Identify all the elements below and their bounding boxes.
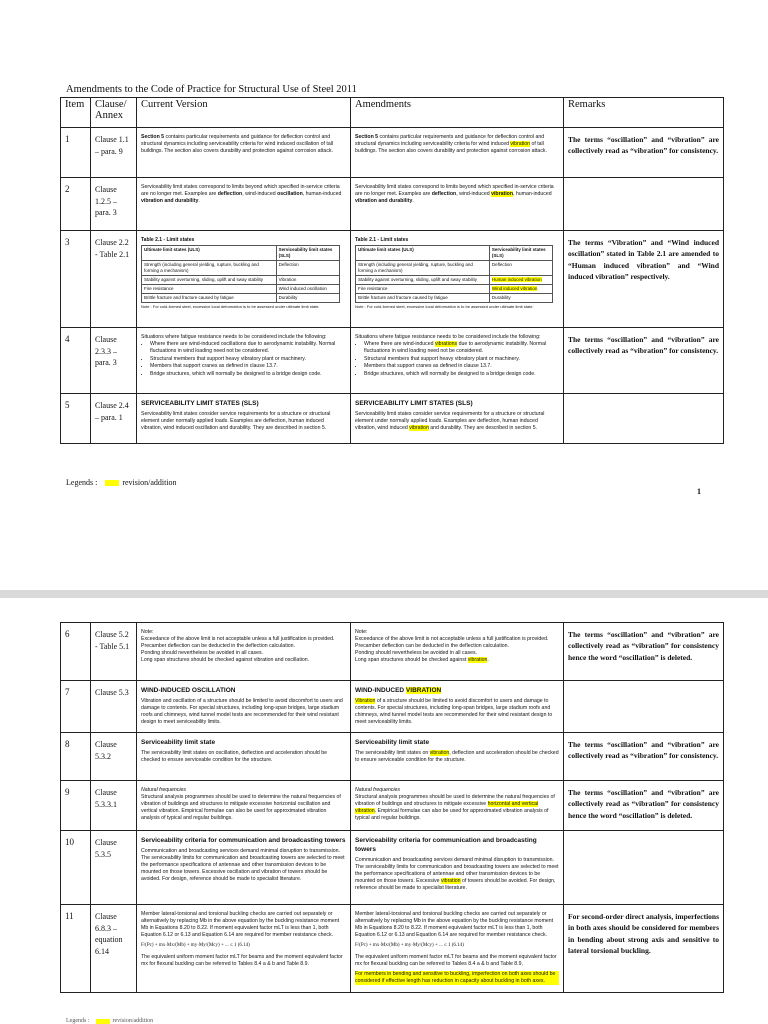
revision-highlight: For members in bending and sensitive to buckling, imperfection on both axes should be considered if effective length has reduction in capacity about buckling in both axes. (355, 971, 559, 985)
amendments-table-continued (60, 622, 724, 993)
remark-text (564, 178, 724, 231)
limit-states-table: Ultimate limit states (ULS) Serviceability limit states (SLS) Strength (including general yielding, rupture, buckling and forming a mechanism) Deflection Stability against overturning, sliding, uplift and sway stability Vibration Fire resistance Wind induced oscillation Brittle fracture and fracture caused by fatigue Durability (141, 245, 340, 303)
clause-ref: Clause 5.3 (91, 681, 137, 733)
current-text: Serviceability limit states correspond to limits beyond which specified in-service criteria are no longer met. Examples are deflection, wind-induced oscillation, human-induced vibration and durability. (137, 178, 351, 231)
clause-ref: Clause 2.4 – para. 1 (91, 394, 137, 444)
revision-highlight: vibration (440, 877, 461, 884)
table-row (61, 733, 724, 781)
item-number: 7 (61, 681, 91, 733)
legend-text: revision/addition (122, 478, 177, 487)
item-number: 5 (61, 394, 91, 444)
table-row (61, 231, 724, 328)
clause-ref: Clause 6.8.3 – equation 6.14 (91, 905, 137, 993)
revision-highlight: Vibration (355, 697, 376, 704)
remark-text: The terms “Vibration” and “Wind induced oscillation” stated in Table 2.1 are amended to “Human induced vibration” and “Wind induced vibration” respectively. (564, 231, 724, 328)
table-row (61, 128, 724, 178)
amended-text: Serviceability limit state The serviceability limit states on vibration, deflection and acceleration should be checked to ensure serviceable condition for the structure. (351, 733, 564, 781)
header-clause: Clause/ Annex (91, 98, 137, 128)
table-row (61, 623, 724, 681)
table-row (61, 831, 724, 905)
clause-ref: Clause 5.2 - Table 5.1 (91, 623, 137, 681)
table-caption: Table 2.1 - Limit states (141, 237, 195, 243)
remark-text (564, 831, 724, 905)
highlight-swatch-icon (96, 1019, 110, 1024)
remark-text (564, 681, 724, 733)
revision-highlight: vibration (467, 657, 488, 664)
table-row (61, 178, 724, 231)
current-text: Table 2.1 - Limit states Ultimate limit states (ULS) Serviceability limit states (SLS) Strength (including general yielding, rupture, buckling and forming a mechanism) Deflection Stability against overturning, sliding, uplift and sway stability Vibration Fire resistance Wind induced oscillation Brittle fracture and fracture caused by fatigue Durability Note : For cold-formed steel, excessive local deformation is to be assessed under ultimate limit state. (137, 231, 351, 328)
amended-text: Natural frequencies Structural analysis programmes should be used to determine the natural frequencies of vibration of buildings and structures to mitigate excessive horizontal and vertical vibration. Empirical formulae can also be used for approximated vibration analysis of typical and regular buildings. (351, 781, 564, 831)
table-row (61, 905, 724, 993)
legend (66, 1018, 153, 1024)
clause-ref: Clause 5.3.5 (91, 831, 137, 905)
amended-text: Serviceability criteria for communication and broadcasting towers Communication and broadcasting services demand minimal disruption to transmission. The serviceability limits for communication and broadcasting towers are selected to meet the performance specifications of antennae and other transmission devices to be mounted on those towers. Excessive vibration of towers should be avoided. For design, reference should be made to specialist literature. (351, 831, 564, 905)
item-number: 10 (61, 831, 91, 905)
amended-text: Table 2.1 - Limit states Ultimate limit states (ULS) Serviceability limit states (SLS) Strength (including general yielding, rupture, buckling and forming a mechanism) Deflection Stability against overturning, sliding, uplift and sway stability Human induced vibration Fire resistance Wind induced vibration Brittle fracture and fracture caused by fatigue Durability Note : For cold-formed steel, excessive local deformation is to be assessed under ultimate limit state. (351, 231, 564, 328)
revision-highlight: horizontal and vertical vibration (355, 801, 539, 815)
current-text: Serviceability criteria for communication and broadcasting towers Communication and broadcasting services demand minimal disruption to transmission. The serviceability limits for communication and broadcasting towers are selected to meet the performance specifications of antennae and other transmission devices to be mounted on those towers. Excessive oscillation and vibration of towers should be avoided. For design, reference should be made to specialist literature. (137, 831, 351, 905)
amended-text: Note: Exceedance of the above limit is not acceptable unless a full justification is provided. Precamber deflection can be deducted in the deflection calculation. Ponding should nevertheless be avoided in all cases. Long span structures should be checked against vibration. (351, 623, 564, 681)
item-number: 8 (61, 733, 91, 781)
clause-ref: Clause 2.3.3 – para. 3 (91, 328, 137, 394)
limit-states-table: Ultimate limit states (ULS) Serviceability limit states (SLS) Strength (including general yielding, rupture, buckling and forming a mechanism) Deflection Stability against overturning, sliding, uplift and sway stability Human induced vibration Fire resistance Wind induced vibration Brittle fracture and fracture caused by fatigue Durability (355, 245, 553, 303)
amended-text: SERVICEABILITY LIMIT STATES (SLS) Serviceability limit states consider service requirements for a structure or structural element under normally applied loads. Examples are deflection, human induced vibration, wind induced vibration and durability. They are described in section 5. (351, 394, 564, 444)
current-text: WIND-INDUCED OSCILLATION Vibration and oscillation of a structure should be limited to avoid discomfort to users and damage to contents. For special structures, including long-span bridges, large stadium roofs and chimneys, wind tunnel model tests are recommended for their wind resistant design to meet serviceability limits. (137, 681, 351, 733)
header-remarks: Remarks (564, 98, 724, 128)
remark-text: The terms “oscillation” and “vibration” are collectively read as “vibration” for consistency. (564, 733, 724, 781)
remark-text: The terms “oscillation” and “vibration” are collectively read as “vibration” for consistency. (564, 328, 724, 394)
revision-highlight: VIBRATION (405, 687, 442, 694)
clause-ref: Clause 2.2 - Table 2.1 (91, 231, 137, 328)
item-number: 3 (61, 231, 91, 328)
document-title: Amendments to the Code of Practice for Structural Use of Steel 2011 (66, 84, 357, 95)
item-number: 9 (61, 781, 91, 831)
item-number: 6 (61, 623, 91, 681)
table-caption: Table 2.1 - Limit states (355, 237, 409, 243)
amended-text: Serviceability limit states correspond to limits beyond which specified in-service criteria are no longer met. Examples are deflection, wind-induced vibration, human-induced vibration and durability. (351, 178, 564, 231)
current-text: Serviceability limit state The serviceability limit states on oscillation, deflection and acceleration should be checked to ensure serviceable condition for the structure. (137, 733, 351, 781)
current-text: Note: Exceedance of the above limit is not acceptable unless a full justification is provided. Precamber deflection can be deducted in the deflection calculation. Ponding should nevertheless be avoided in all cases. Long span structures should be checked against vibration and oscillation. (137, 623, 351, 681)
revision-highlight: vibration (429, 749, 450, 756)
current-text: Member lateral-torsional and torsional buckling checks are carried out separately or alternatively by replacing Mb in the above equation by the buckling resistance moment Mb in Equations 8.20 to 8.22. If moment equivalent factor mLT is less than 1, both Equation 6.12 or 6.13 and Equation 6.14 are required for member resistance check. F/(Pc) + mx·Mx/(Mb) + my·My/(Mcy) + ... ≤ 1 (6.14) The equivalent uniform moment factor mLT for beams and the moment equivalent factor mx for flexural buckling can be referred to Tables 8.4 a & b and Table 8.9. (137, 905, 351, 993)
item-number: 11 (61, 905, 91, 993)
table-row (61, 394, 724, 444)
remark-text: The terms “oscillation” and “vibration” are collectively read as “vibration” for consistency. (564, 128, 724, 178)
legend (66, 478, 177, 487)
legend-text: revision/addition (112, 1018, 154, 1024)
clause-ref: Clause 5.3.2 (91, 733, 137, 781)
revision-highlight: vibration (491, 191, 514, 198)
table-row (61, 681, 724, 733)
legend-label: Legends : (66, 478, 98, 487)
item-number: 4 (61, 328, 91, 394)
revision-highlight: Wind induced vibration (491, 286, 538, 292)
amendments-table (60, 97, 724, 444)
remark-text: The terms “oscillation” and “vibration” are collectively read as “vibration” for consistency hence the word “oscillation” is deleted. (564, 781, 724, 831)
current-text: SERVICEABILITY LIMIT STATES (SLS) Serviceability limit states consider service requirements for a structure or structural element under normally applied loads. Examples are deflection, human induced vibration, wind induced oscillation and durability. They are described in section 5. (137, 394, 351, 444)
table-row (61, 328, 724, 394)
item-number: 1 (61, 128, 91, 178)
clause-ref: Clause 1.1 – para. 9 (91, 128, 137, 178)
header-amendments: Amendments (351, 98, 564, 128)
current-text: Situations where fatigue resistance needs to be considered include the following: • Where there are wind-induced oscillations due to aerodynamic instability. Normal fluctuations in wind loading need not be considered. • Structural members that support heavy vibratory plant or machinery. • Members that support cranes as defined in clause 13.7. • Bridge structures, which will normally be designed to a bridge design code. (137, 328, 351, 394)
table-header-row (61, 98, 724, 128)
current-text: Section 5 contains particular requirements and guidance for deflection control and structural dynamics including serviceability criteria for wind induced oscillation of tall buildings. The section also covers durability and protection against corrosion attack. (137, 128, 351, 178)
table-row (61, 781, 724, 831)
clause-ref: Clause 5.3.3.1 (91, 781, 137, 831)
highlight-swatch-icon (105, 480, 119, 486)
header-item: Item (61, 98, 91, 128)
revision-highlight: vibration (510, 141, 531, 148)
remark-text (564, 394, 724, 444)
clause-ref: Clause 1.2.5 – para. 3 (91, 178, 137, 231)
remark-text: The terms “oscillation” and “vibration” are collectively read as “vibration” for consistency hence the word “oscillation” is deleted. (564, 623, 724, 681)
current-text: Natural frequencies Structural analysis programmes should be used to determine the natural frequencies of vibration of buildings and structures to mitigate excessive horizontal oscillation and vertical vibration. Empirical formulae can also be used for approximated vibration analysis of typical and regular buildings. (137, 781, 351, 831)
page-number: 1 (697, 487, 701, 496)
revision-highlight: Human induced vibration (491, 277, 542, 282)
revision-highlight: vibration (409, 424, 429, 431)
equation-6-14: F/(Pc) + mx·Mx/(Mb) + my·My/(Mcy) + ... ≤ 1 (6.14) (141, 943, 250, 949)
equation-6-14: F/(Pc) + mx·Mx/(Mb) + my·My/(Mcy) + ... ≤ 1 (6.14) (355, 943, 464, 949)
item-number: 2 (61, 178, 91, 231)
amended-text: WIND-INDUCED VIBRATION Vibration of a structure should be limited to avoid discomfort to users and damage to contents. For special structures, including long-span bridges, large stadium roofs and chimneys, wind tunnel model tests are recommended for their wind resistant design to meet serviceability limits. (351, 681, 564, 733)
amended-text: Situations where fatigue resistance needs to be considered include the following: • Where there are wind-induced vibrations due to aerodynamic instability. Normal fluctuations in wind loading need not be considered. • Structural members that support heavy vibratory plant or machinery. • Members that support cranes as defined in clause 13.7. • Bridge structures, which will normally be designed to a bridge design code. (351, 328, 564, 394)
revision-highlight: vibrations (434, 341, 458, 348)
header-current-version: Current Version (137, 98, 351, 128)
amended-text: Section 5 contains particular requirements and guidance for deflection control and structural dynamics including serviceability criteria for wind induced vibration of tall buildings. The section also covers durability and protection against corrosion attack. (351, 128, 564, 178)
legend-label: Legends : (66, 1018, 90, 1024)
amended-text: Member lateral-torsional and torsional buckling checks are carried out separately or alternatively by replacing Mb in the above equation by the buckling resistance moment Mb in Equations 8.20 to 8.22. If moment equivalent factor mLT is less than 1, both Equation 6.12 or 6.13 and Equation 6.14 are required for member resistance check. F/(Pc) + mx·Mx/(Mb) + my·My/(Mcy) + ... ≤ 1 (6.14) The equivalent uniform moment factor mLT for beams and the moment equivalent factor mx for flexural buckling can be referred to Tables 8.4 a & b and Table 8.9. For members in bending and sensitive to buckling, imperfection on both axes should be considered if effective length has reduction in capacity about buckling in both axes. (351, 905, 564, 993)
document-page-2 (0, 598, 768, 1024)
remark-text: For second-order direct analysis, imperfections in both axes should be considered for members in bending about strong axis and sensitive to lateral torsional buckling. (564, 905, 724, 993)
